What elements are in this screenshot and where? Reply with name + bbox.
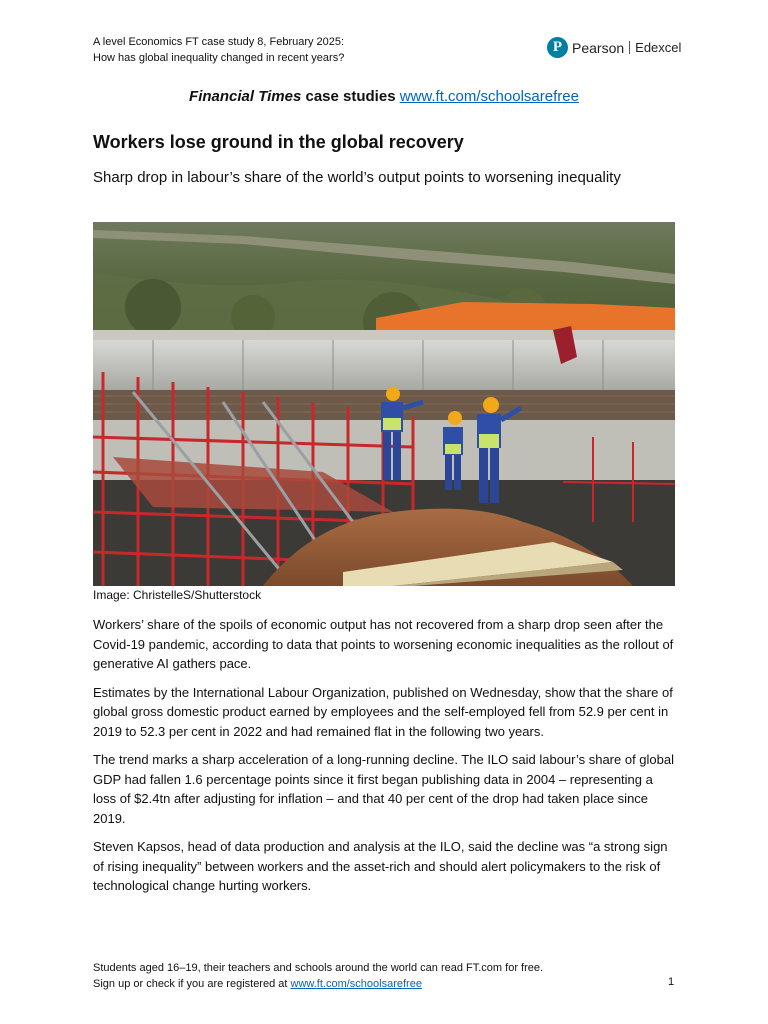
header-line-1: A level Economics FT case study 8, February 2025:: [93, 36, 345, 48]
logo-name: Pearson: [572, 39, 625, 56]
article-headline: Workers lose ground in the global recovery: [93, 132, 464, 152]
pearson-edexcel-logo: [547, 37, 681, 58]
article-paragraph: Steven Kapsos, head of data production and analysis at the ILO, said the decline was “a strong sign of rising inequality” between workers and the asset-rich and should alert policymakers to the risk of technological change hurting workers.: [93, 839, 668, 893]
footer-ft-link[interactable]: www.ft.com/schoolsarefree: [290, 978, 422, 990]
footer-line-1: Students aged 16–19, their teachers and schools around the world can read FT.com for free.: [93, 962, 544, 974]
construction-workers-photo: [93, 222, 675, 586]
article-paragraph: The trend marks a sharp acceleration of a long-running decline. The ILO said labour’s share of global GDP had fallen 1.6 percentage points since it first began publishing data in 2004 – representing a loss of $2.4tn after adjusting for inflation – and that 40 per cent of the drop had taken place since 2019.: [93, 752, 675, 826]
image-caption: Image: ChristelleS/Shutterstock: [93, 588, 262, 602]
page-number: 1: [668, 976, 675, 988]
pearson-logo-icon: P: [547, 37, 568, 58]
logo-sub: Edexcel: [635, 40, 682, 55]
footer-line-2: [93, 976, 677, 992]
article-paragraph: Workers’ share of the spoils of economic output has not recovered from a sharp drop seen after the Covid-19 pandemic, according to data that points to worsening economic inequalities as the rollout of generative AI gathers pace.: [93, 617, 674, 671]
footer-line-2-prefix: Sign up or check if you are registered at: [93, 978, 291, 990]
document-header: [93, 34, 344, 66]
logo-divider: [629, 41, 630, 54]
ft-name: Financial Times: [189, 88, 302, 105]
page-footer: [93, 960, 677, 992]
ft-schools-link[interactable]: www.ft.com/schoolsarefree: [399, 88, 579, 105]
ft-case-studies-line: [0, 88, 768, 105]
article-subhead: Sharp drop in labour’s share of the world’s output points to worsening inequality: [93, 169, 621, 186]
article-paragraph: Estimates by the International Labour Organization, published on Wednesday, show that the share of global gross domestic product earned by employees and the self-employed fell from 52.9 per cent in 2019 to 52.3 per cent in 2022 and had remained flat in the following two years.: [93, 684, 673, 739]
header-line-2: How has global inequality changed in recent years?: [93, 52, 345, 64]
ft-case-studies-label: case studies: [301, 88, 400, 105]
article-body: [93, 615, 677, 905]
